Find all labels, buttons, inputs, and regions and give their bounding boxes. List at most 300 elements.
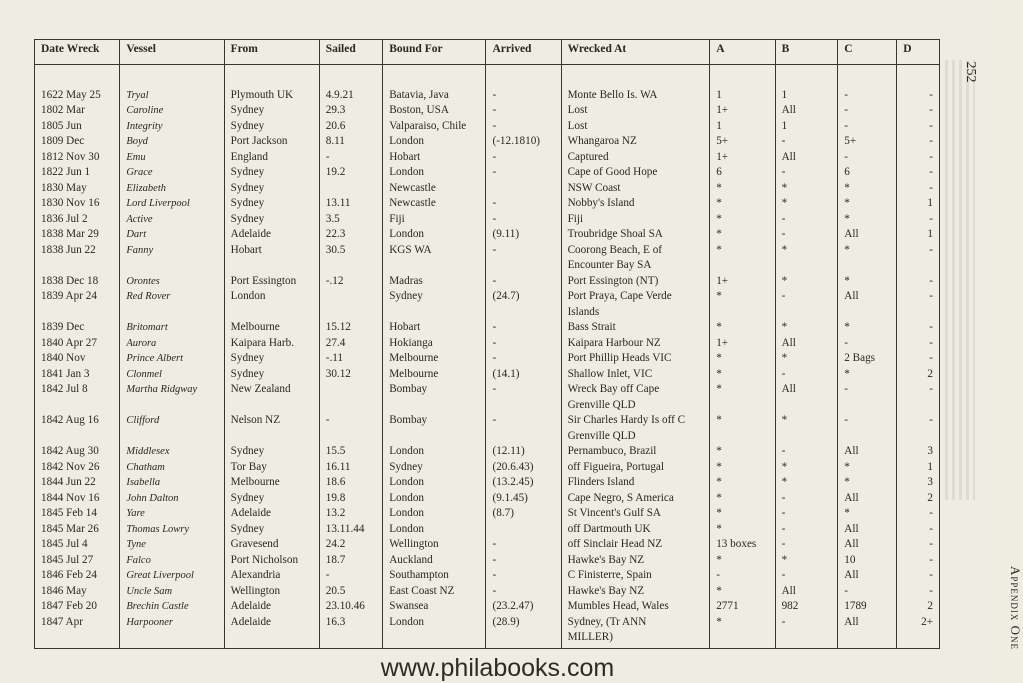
cell-a: 2771 <box>710 599 775 615</box>
cell-vessel <box>120 258 224 274</box>
cell-date-wreck: 1838 Mar 29 <box>35 227 120 243</box>
cell-wrecked-at: Grenville QLD <box>561 429 710 445</box>
cell-a <box>710 398 775 414</box>
cell-bound-for: Batavia, Java <box>383 88 486 104</box>
table-row <box>35 382 940 398</box>
cell-d: 1 <box>897 227 940 243</box>
cell-d: - <box>897 88 940 104</box>
cell-vessel: Clifford <box>120 413 224 429</box>
cell-date-wreck: 1842 Nov 26 <box>35 460 120 476</box>
cell-date-wreck <box>35 398 120 414</box>
table-row <box>35 537 940 553</box>
cell-arrived: - <box>486 103 561 119</box>
table-row <box>35 460 940 476</box>
cell-bound-for: Hokianga <box>383 336 486 352</box>
cell-b: * <box>775 243 838 259</box>
cell-a: * <box>710 460 775 476</box>
cell-date-wreck: 1845 Feb 14 <box>35 506 120 522</box>
cell-d: - <box>897 320 940 336</box>
cell-date-wreck: 1812 Nov 30 <box>35 150 120 166</box>
cell-sailed <box>319 258 383 274</box>
cell-wrecked-at: Pernambuco, Brazil <box>561 444 710 460</box>
cell-a: 6 <box>710 165 775 181</box>
cell-b: * <box>775 274 838 290</box>
cell-arrived: (8.7) <box>486 506 561 522</box>
cell-arrived: - <box>486 88 561 104</box>
cell-sailed: 30.12 <box>319 367 383 383</box>
cell-sailed: 18.6 <box>319 475 383 491</box>
cell-a: * <box>710 320 775 336</box>
cell-bound-for: London <box>383 491 486 507</box>
cell-arrived: - <box>486 413 561 429</box>
cell-vessel <box>120 398 224 414</box>
cell-d: 2 <box>897 367 940 383</box>
cell-from: Sydney <box>224 181 319 197</box>
cell-date-wreck: 1839 Apr 24 <box>35 289 120 305</box>
cell-b: * <box>775 460 838 476</box>
cell-date-wreck: 1838 Dec 18 <box>35 274 120 290</box>
cell-arrived <box>486 429 561 445</box>
cell-vessel: Thomas Lowry <box>120 522 224 538</box>
cell-bound-for: Madras <box>383 274 486 290</box>
cell-a <box>710 258 775 274</box>
cell-b: All <box>775 336 838 352</box>
cell-vessel <box>120 630 224 648</box>
cell-bound-for: Melbourne <box>383 367 486 383</box>
cell-bound-for: Hobart <box>383 320 486 336</box>
cell-arrived <box>486 181 561 197</box>
cell-a: 5+ <box>710 134 775 150</box>
cell-sailed <box>319 429 383 445</box>
cell-date-wreck: 1842 Jul 8 <box>35 382 120 398</box>
header-d: D <box>897 40 940 65</box>
cell-a: * <box>710 181 775 197</box>
cell-vessel: Yare <box>120 506 224 522</box>
cell-sailed <box>319 398 383 414</box>
table-row <box>35 134 940 150</box>
cell-from: Sydney <box>224 103 319 119</box>
cell-a: * <box>710 491 775 507</box>
cell-d <box>897 398 940 414</box>
cell-b: * <box>775 196 838 212</box>
cell-a: * <box>710 553 775 569</box>
cell-b <box>775 429 838 445</box>
table-row <box>35 336 940 352</box>
table-row <box>35 227 940 243</box>
cell-from: Adelaide <box>224 615 319 631</box>
cell-a: 1+ <box>710 103 775 119</box>
cell-c <box>838 258 897 274</box>
cell-wrecked-at: C Finisterre, Spain <box>561 568 710 584</box>
cell-sailed: 18.7 <box>319 553 383 569</box>
cell-sailed: 19.8 <box>319 491 383 507</box>
cell-bound-for: Boston, USA <box>383 103 486 119</box>
table-row <box>35 351 940 367</box>
cell-wrecked-at: Nobby's Island <box>561 196 710 212</box>
cell-c: 10 <box>838 553 897 569</box>
table-row <box>35 274 940 290</box>
cell-sailed: 16.3 <box>319 615 383 631</box>
cell-b: * <box>775 553 838 569</box>
cell-from: Melbourne <box>224 320 319 336</box>
header-vessel: Vessel <box>120 40 224 65</box>
cell-wrecked-at: Bass Strait <box>561 320 710 336</box>
cell-wrecked-at: Coorong Beach, E of <box>561 243 710 259</box>
cell-a: * <box>710 584 775 600</box>
cell-sailed: 15.12 <box>319 320 383 336</box>
cell-date-wreck: 1805 Jun <box>35 119 120 135</box>
cell-a: 13 boxes <box>710 537 775 553</box>
cell-from: Melbourne <box>224 475 319 491</box>
header-from: From <box>224 40 319 65</box>
table-row <box>35 289 940 305</box>
cell-arrived <box>486 258 561 274</box>
table-row <box>35 181 940 197</box>
cell-sailed: 20.5 <box>319 584 383 600</box>
cell-b: - <box>775 568 838 584</box>
cell-from: Sydney <box>224 351 319 367</box>
cell-sailed: -.11 <box>319 351 383 367</box>
cell-arrived: (14.1) <box>486 367 561 383</box>
cell-c: - <box>838 382 897 398</box>
cell-arrived: (24.7) <box>486 289 561 305</box>
cell-from <box>224 305 319 321</box>
cell-a: * <box>710 351 775 367</box>
cell-date-wreck: 1830 May <box>35 181 120 197</box>
cell-arrived: - <box>486 243 561 259</box>
cell-from: Port Nicholson <box>224 553 319 569</box>
cell-sailed: 22.3 <box>319 227 383 243</box>
cell-c: * <box>838 212 897 228</box>
cell-b: * <box>775 413 838 429</box>
cell-c: 1789 <box>838 599 897 615</box>
cell-bound-for <box>383 258 486 274</box>
table-body <box>35 64 940 648</box>
cell-sailed: 15.5 <box>319 444 383 460</box>
cell-wrecked-at: MILLER) <box>561 630 710 648</box>
cell-from: Sydney <box>224 212 319 228</box>
cell-vessel: Clonmel <box>120 367 224 383</box>
cell-b <box>775 398 838 414</box>
cell-arrived: - <box>486 150 561 166</box>
cell-b: - <box>775 165 838 181</box>
table-row <box>35 568 940 584</box>
cell-from: New Zealand <box>224 382 319 398</box>
cell-sailed <box>319 382 383 398</box>
cell-vessel: Uncle Sam <box>120 584 224 600</box>
cell-wrecked-at: Port Phillip Heads VIC <box>561 351 710 367</box>
cell-b: - <box>775 367 838 383</box>
cell-bound-for: London <box>383 522 486 538</box>
cell-bound-for: Sydney <box>383 289 486 305</box>
header-arrived: Arrived <box>486 40 561 65</box>
cell-b: - <box>775 134 838 150</box>
cell-b <box>775 258 838 274</box>
cell-date-wreck: 1847 Feb 20 <box>35 599 120 615</box>
cell-wrecked-at: Grenville QLD <box>561 398 710 414</box>
cell-d <box>897 258 940 274</box>
cell-date-wreck: 1847 Apr <box>35 615 120 631</box>
cell-d: - <box>897 584 940 600</box>
cell-vessel: Falco <box>120 553 224 569</box>
cell-arrived: - <box>486 537 561 553</box>
cell-wrecked-at: Port Praya, Cape Verde <box>561 289 710 305</box>
table-row <box>35 165 940 181</box>
cell-d: 3 <box>897 444 940 460</box>
cell-from <box>224 429 319 445</box>
cell-vessel: Dart <box>120 227 224 243</box>
cell-c: All <box>838 227 897 243</box>
cell-from: Sydney <box>224 367 319 383</box>
cell-date-wreck: 1845 Jul 27 <box>35 553 120 569</box>
cell-vessel: Red Rover <box>120 289 224 305</box>
cell-date-wreck: 1838 Jun 22 <box>35 243 120 259</box>
cell-sailed <box>319 305 383 321</box>
cell-b: - <box>775 537 838 553</box>
cell-from: Adelaide <box>224 227 319 243</box>
cell-bound-for: Hobart <box>383 150 486 166</box>
cell-bound-for: KGS WA <box>383 243 486 259</box>
cell-from: Port Essington <box>224 274 319 290</box>
cell-vessel: Chatham <box>120 460 224 476</box>
cell-c: - <box>838 336 897 352</box>
cell-d: - <box>897 537 940 553</box>
cell-from: Adelaide <box>224 599 319 615</box>
cell-d <box>897 630 940 648</box>
cell-c: * <box>838 181 897 197</box>
table-row <box>35 553 940 569</box>
cell-sailed: - <box>319 413 383 429</box>
cell-c: * <box>838 274 897 290</box>
cell-bound-for: Newcastle <box>383 196 486 212</box>
cell-bound-for: London <box>383 475 486 491</box>
cell-bound-for <box>383 429 486 445</box>
cell-d: - <box>897 165 940 181</box>
cell-from: Alexandria <box>224 568 319 584</box>
cell-a: 1+ <box>710 336 775 352</box>
cell-date-wreck: 1840 Nov <box>35 351 120 367</box>
cell-vessel: Great Liverpool <box>120 568 224 584</box>
cell-d <box>897 429 940 445</box>
table-row <box>35 398 940 414</box>
table-row <box>35 367 940 383</box>
cell-d: - <box>897 289 940 305</box>
cell-c: * <box>838 196 897 212</box>
cell-sailed: 8.11 <box>319 134 383 150</box>
watermark-url[interactable]: www.philabooks.com <box>380 654 615 682</box>
cell-a: 1 <box>710 119 775 135</box>
cell-vessel: John Dalton <box>120 491 224 507</box>
cell-wrecked-at: Cape Negro, S America <box>561 491 710 507</box>
cell-bound-for <box>383 398 486 414</box>
cell-b: - <box>775 522 838 538</box>
cell-d: - <box>897 553 940 569</box>
cell-sailed <box>319 181 383 197</box>
cell-wrecked-at: Hawke's Bay NZ <box>561 584 710 600</box>
cell-d: - <box>897 382 940 398</box>
cell-bound-for: Melbourne <box>383 351 486 367</box>
table-row <box>35 88 940 104</box>
cell-d: - <box>897 103 940 119</box>
cell-date-wreck: 1822 Jun 1 <box>35 165 120 181</box>
cell-from: Sydney <box>224 444 319 460</box>
cell-arrived: - <box>486 336 561 352</box>
table-row <box>35 429 940 445</box>
table-row <box>35 630 940 648</box>
table-row <box>35 196 940 212</box>
cell-date-wreck <box>35 630 120 648</box>
cell-vessel: Grace <box>120 165 224 181</box>
spacer-row <box>35 64 940 88</box>
cell-a: * <box>710 289 775 305</box>
cell-b: * <box>775 320 838 336</box>
cell-vessel: Isabella <box>120 475 224 491</box>
header-sailed: Sailed <box>319 40 383 65</box>
cell-arrived: - <box>486 382 561 398</box>
cell-sailed: -.12 <box>319 274 383 290</box>
cell-from: Adelaide <box>224 506 319 522</box>
cell-b: 1 <box>775 88 838 104</box>
cell-d: 1 <box>897 460 940 476</box>
cell-date-wreck: 1622 May 25 <box>35 88 120 104</box>
cell-arrived: - <box>486 584 561 600</box>
cell-arrived: - <box>486 553 561 569</box>
cell-c: * <box>838 243 897 259</box>
cell-bound-for: London <box>383 165 486 181</box>
cell-arrived: - <box>486 119 561 135</box>
cell-c: 6 <box>838 165 897 181</box>
cell-b: All <box>775 584 838 600</box>
header-a: A <box>710 40 775 65</box>
cell-d <box>897 305 940 321</box>
cell-bound-for: London <box>383 227 486 243</box>
cell-bound-for: London <box>383 134 486 150</box>
cell-b: All <box>775 103 838 119</box>
cell-a <box>710 630 775 648</box>
cell-vessel: Emu <box>120 150 224 166</box>
cell-b: * <box>775 181 838 197</box>
cell-sailed: 23.10.46 <box>319 599 383 615</box>
header-date-wreck: Date Wreck <box>35 40 120 65</box>
cell-date-wreck <box>35 258 120 274</box>
cell-a: * <box>710 367 775 383</box>
table-row <box>35 615 940 631</box>
cell-bound-for: Bombay <box>383 382 486 398</box>
cell-b: 1 <box>775 119 838 135</box>
cell-a: * <box>710 413 775 429</box>
table-row <box>35 522 940 538</box>
cell-b: - <box>775 227 838 243</box>
cell-sailed: 24.2 <box>319 537 383 553</box>
cell-d: - <box>897 181 940 197</box>
cell-wrecked-at: Lost <box>561 103 710 119</box>
cell-a: - <box>710 568 775 584</box>
cell-arrived <box>486 398 561 414</box>
cell-from: Wellington <box>224 584 319 600</box>
table-row <box>35 212 940 228</box>
cell-arrived: - <box>486 196 561 212</box>
cell-from: Sydney <box>224 522 319 538</box>
cell-from: Kaipara Harb. <box>224 336 319 352</box>
cell-d: 2 <box>897 599 940 615</box>
cell-vessel: Elizabeth <box>120 181 224 197</box>
cell-from: Gravesend <box>224 537 319 553</box>
cell-vessel <box>120 305 224 321</box>
cell-c: All <box>838 568 897 584</box>
cell-arrived: - <box>486 568 561 584</box>
table-row <box>35 506 940 522</box>
cell-arrived: - <box>486 274 561 290</box>
cell-sailed: 30.5 <box>319 243 383 259</box>
cell-d: - <box>897 351 940 367</box>
cell-wrecked-at: Encounter Bay SA <box>561 258 710 274</box>
cell-sailed: 27.4 <box>319 336 383 352</box>
cell-bound-for <box>383 630 486 648</box>
cell-d: - <box>897 522 940 538</box>
cell-b: All <box>775 382 838 398</box>
cell-bound-for: Southampton <box>383 568 486 584</box>
cell-wrecked-at: Hawke's Bay NZ <box>561 553 710 569</box>
cell-bound-for <box>383 305 486 321</box>
cell-d: - <box>897 212 940 228</box>
cell-wrecked-at: Sir Charles Hardy Is off C <box>561 413 710 429</box>
cell-c: 2 Bags <box>838 351 897 367</box>
page-number: 252 <box>963 61 978 83</box>
cell-c: All <box>838 491 897 507</box>
shipwreck-table <box>34 39 940 649</box>
cell-sailed: 16.11 <box>319 460 383 476</box>
cell-wrecked-at: Captured <box>561 150 710 166</box>
cell-sailed: 13.11.44 <box>319 522 383 538</box>
cell-arrived: - <box>486 351 561 367</box>
cell-vessel: Boyd <box>120 134 224 150</box>
cell-d: 2 <box>897 491 940 507</box>
cell-bound-for: Swansea <box>383 599 486 615</box>
cell-b <box>775 630 838 648</box>
cell-sailed <box>319 289 383 305</box>
cell-bound-for: Auckland <box>383 553 486 569</box>
cell-c: All <box>838 537 897 553</box>
cell-vessel: Caroline <box>120 103 224 119</box>
cell-c: - <box>838 150 897 166</box>
cell-bound-for: Valparaiso, Chile <box>383 119 486 135</box>
table-row <box>35 258 940 274</box>
cell-arrived: (9.11) <box>486 227 561 243</box>
cell-date-wreck: 1846 Feb 24 <box>35 568 120 584</box>
cell-arrived: (28.9) <box>486 615 561 631</box>
cell-date-wreck: 1841 Jan 3 <box>35 367 120 383</box>
cell-d: 2+ <box>897 615 940 631</box>
cell-a: 1+ <box>710 150 775 166</box>
cell-sailed: 4.9.21 <box>319 88 383 104</box>
cell-arrived <box>486 522 561 538</box>
cell-vessel: Lord Liverpool <box>120 196 224 212</box>
cell-b: - <box>775 491 838 507</box>
cell-c: - <box>838 103 897 119</box>
cell-date-wreck: 1830 Nov 16 <box>35 196 120 212</box>
cell-d: - <box>897 568 940 584</box>
header-bound-for: Bound For <box>383 40 486 65</box>
cell-date-wreck: 1842 Aug 16 <box>35 413 120 429</box>
cell-wrecked-at: Shallow Inlet, VIC <box>561 367 710 383</box>
cell-bound-for: London <box>383 506 486 522</box>
table-row <box>35 305 940 321</box>
cell-sailed: 20.6 <box>319 119 383 135</box>
table-row <box>35 119 940 135</box>
table-header-row <box>35 40 940 65</box>
cell-arrived: (12.11) <box>486 444 561 460</box>
cell-d: - <box>897 134 940 150</box>
